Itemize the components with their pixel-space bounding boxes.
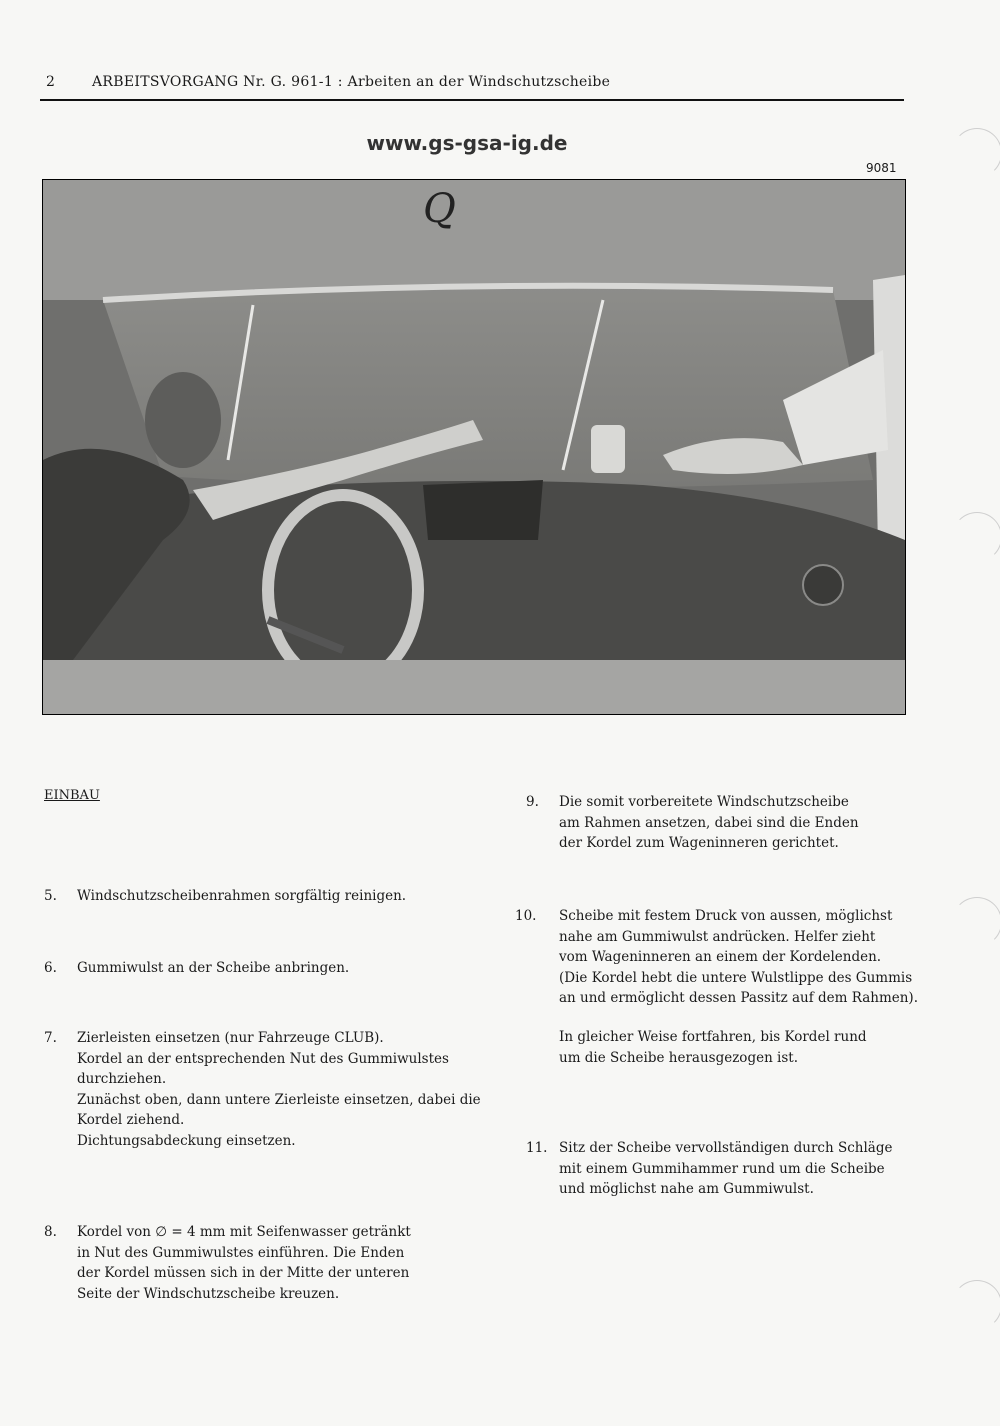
page-title: ARBEITSVORGANG Nr. G. 961-1 : Arbeiten an der Windschutzscheibe xyxy=(92,74,611,90)
step-text: Sitz der Scheibe vervollständigen durch Schläge mit einem Gummihammer rund um die Scheibe und möglichst nahe am Gummiwulst. xyxy=(559,1140,893,1197)
step-text: Zierleisten einsetzen (nur Fahrzeuge CLUB). Kordel an der entsprechenden Nut des Gummiwulstes durchziehen. Zunächst oben, dann untere Zierleiste einsetzen, dabei die Kordel ziehend. Dichtungsabdeckung einsetzen. xyxy=(77,1030,481,1149)
step-text: Scheibe mit festem Druck von aussen, möglichst nahe am Gummiwulst andrücken. Helfer zieht vom Wageninneren an einem der Kordelenden. (Die Kordel hebt die untere Wulstlippe des Gummis an und ermöglicht dessen Passitz auf dem Rahmen). xyxy=(559,908,918,1006)
speaker-grille xyxy=(423,480,543,540)
handwritten-mark: Q xyxy=(423,186,456,232)
website-watermark: www.gs-gsa-ig.de xyxy=(366,131,568,155)
step-8 xyxy=(44,1222,484,1304)
step-number: 6. xyxy=(44,960,57,976)
step-number: 9. xyxy=(526,794,539,810)
step-5 xyxy=(44,886,484,907)
punch-hole-mark xyxy=(952,897,1000,947)
step-number: 5. xyxy=(44,888,57,904)
step-number: 11. xyxy=(526,1140,548,1156)
step-number: 7. xyxy=(44,1030,57,1046)
step-7 xyxy=(44,1028,484,1151)
header-rule xyxy=(40,99,904,101)
step-9 xyxy=(526,792,946,854)
page-number: 2 xyxy=(46,74,56,90)
step-text: Gummiwulst an der Scheibe anbringen. xyxy=(77,960,350,976)
step-10-continuation: In gleicher Weise fortfahren, bis Kordel rund um die Scheibe herausgezogen ist. xyxy=(559,1029,867,1066)
section-title: EINBAU xyxy=(44,788,100,803)
punch-hole-mark xyxy=(952,512,1000,562)
rubber-hammer xyxy=(591,425,625,473)
step-text: Kordel von ∅ = 4 mm mit Seifenwasser getränkt in Nut des Gummiwulstes einführen. Die Enden der Kordel müssen sich in der Mitte der unteren Seite der Windschutzscheibe kreuzen. xyxy=(77,1224,411,1302)
photo-illustration xyxy=(43,180,905,714)
step-text: Die somit vorbereitete Windschutzscheibe am Rahmen ansetzen, dabei sind die Enden der Kordel zum Wageninneren gerichtet. xyxy=(559,794,859,851)
step-6 xyxy=(44,958,484,979)
step-text: Windschutzscheibenrahmen sorgfältig reinigen. xyxy=(77,888,407,904)
mechanic-head xyxy=(145,372,221,468)
punch-hole-mark xyxy=(952,128,1000,178)
step-number: 8. xyxy=(44,1224,57,1240)
figure-number: 9081 xyxy=(866,161,897,175)
windshield-installation-photo xyxy=(42,179,906,715)
punch-hole-mark xyxy=(952,1280,1000,1330)
roof-lining xyxy=(43,180,905,300)
step-10 xyxy=(515,906,935,1009)
step-number: 10. xyxy=(515,908,537,924)
step-11 xyxy=(526,1138,946,1200)
page-header xyxy=(46,74,610,90)
